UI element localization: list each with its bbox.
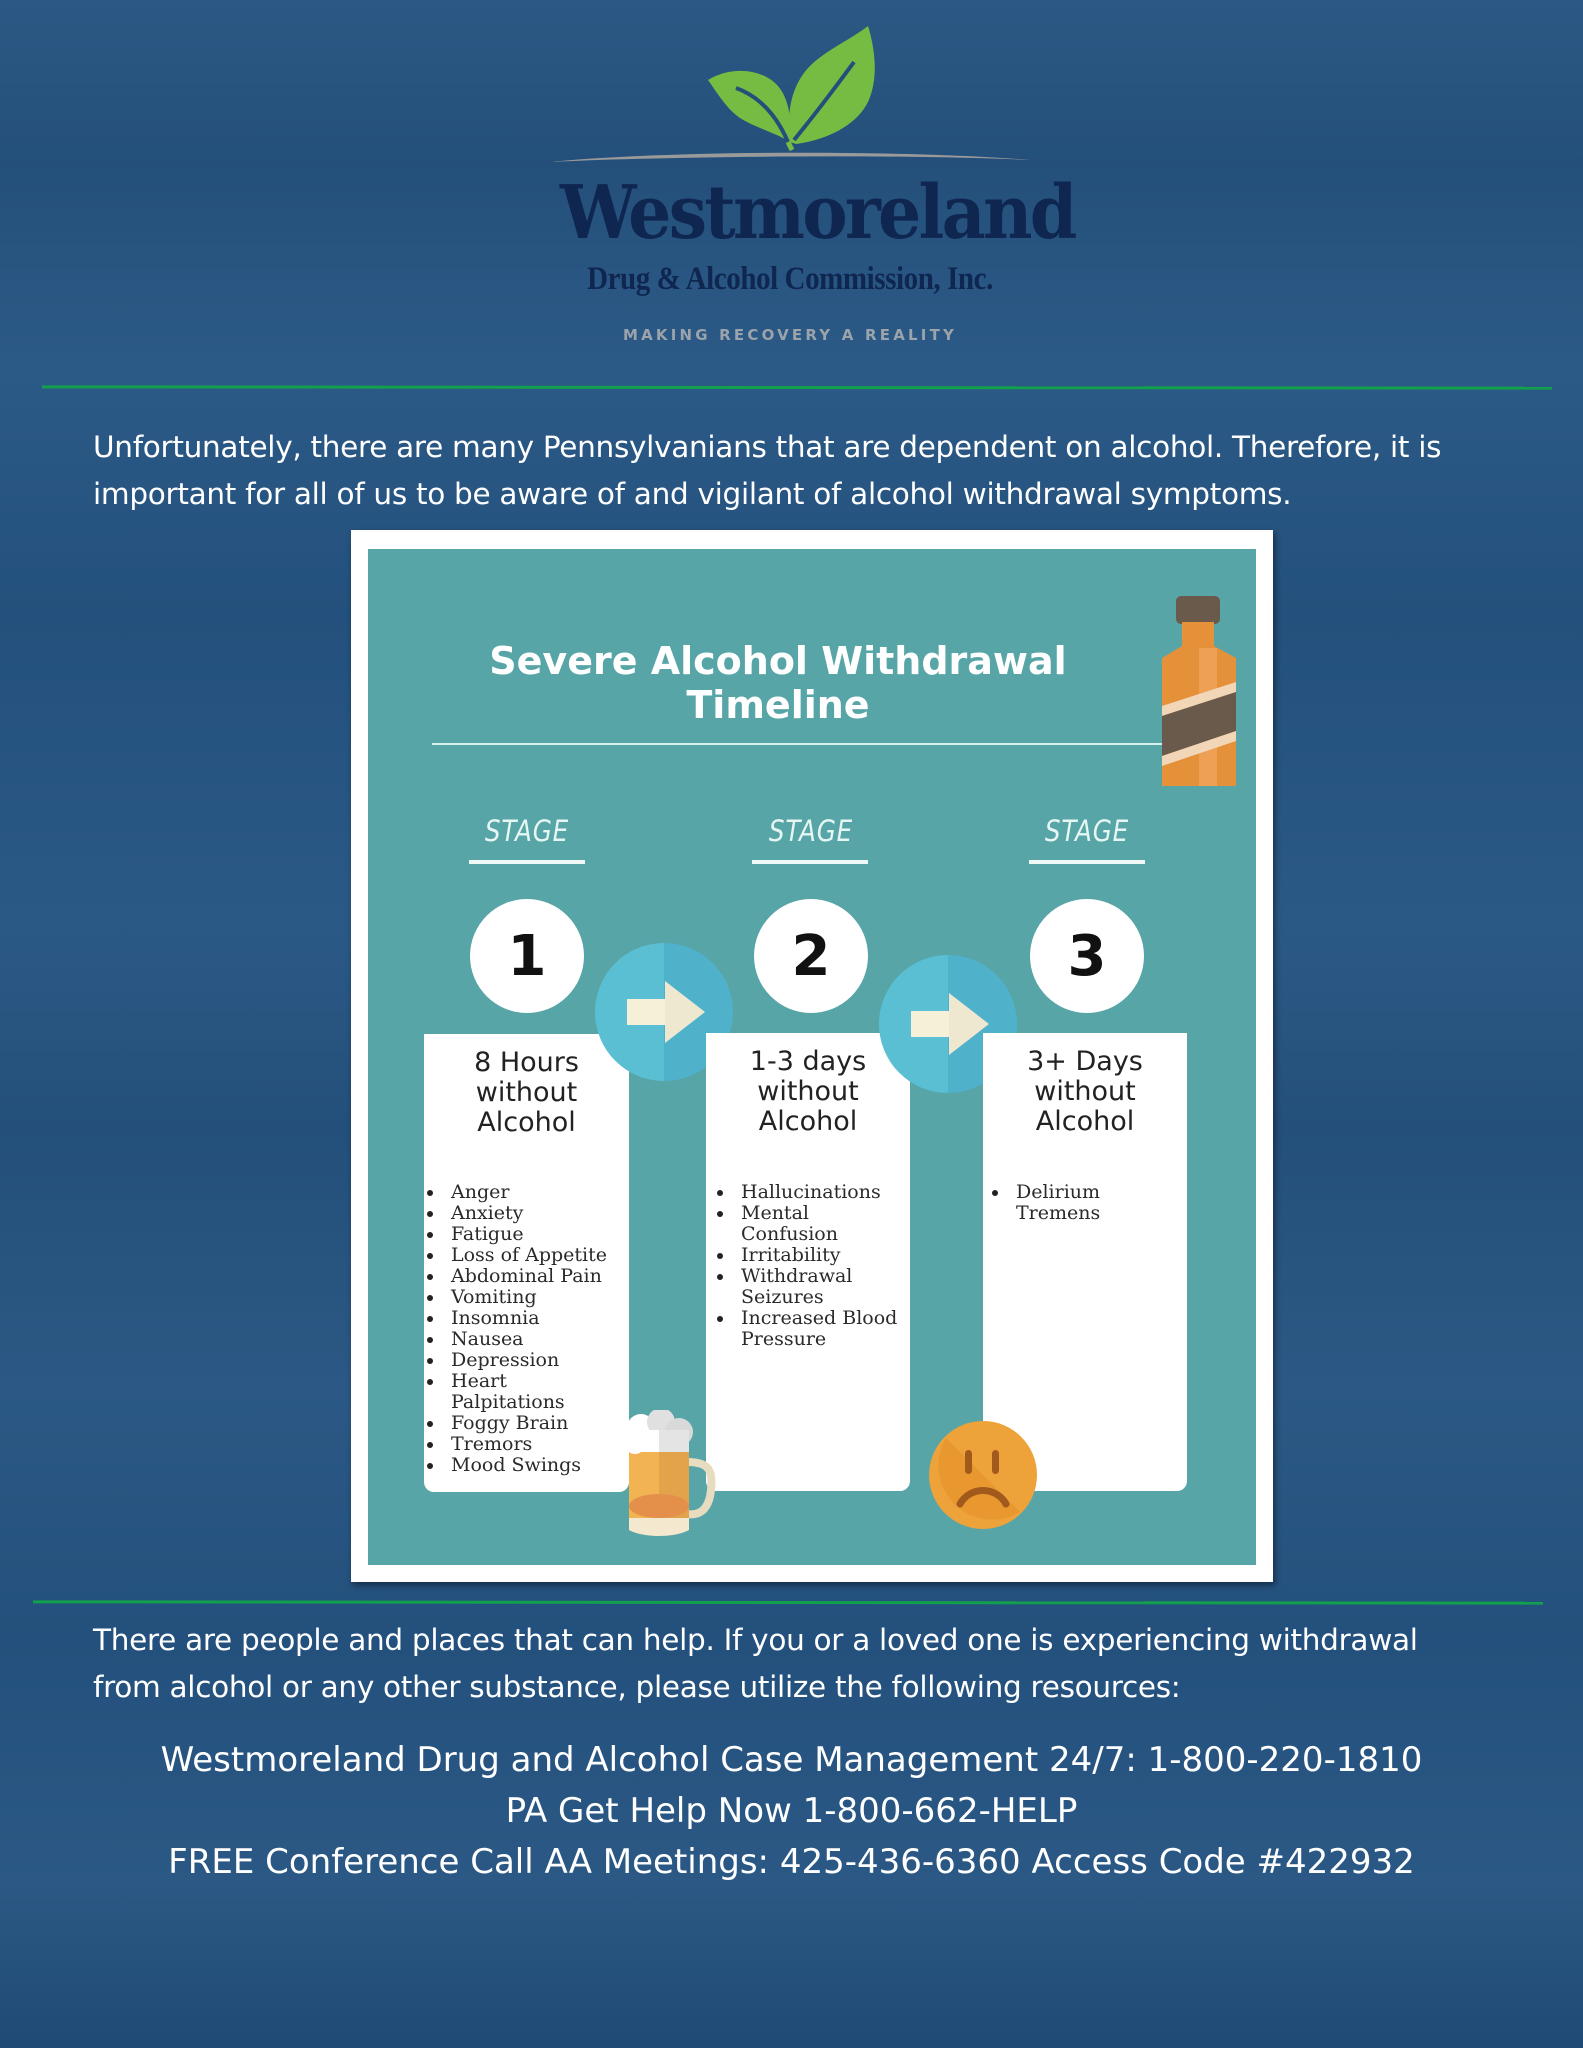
stage-3-number: 3 [1030,899,1144,1013]
sad-face-icon [928,1420,1038,1530]
stage-2-symptom-list [714,1182,904,1350]
help-paragraph [93,1617,1533,1711]
symptom: Irritability [714,1245,904,1266]
symptom: Hallucinations [714,1182,904,1203]
beer-mug-icon [625,1410,717,1538]
infographic-title: Severe Alcohol Withdrawal Timeline [489,639,1067,727]
stage-3-heading: 3+ Days without Alcohol [1027,1046,1143,1137]
stage-1-heading: 8 Hours without Alcohol [474,1047,579,1138]
stage-2-heading: 1-3 days without Alcohol [749,1046,867,1137]
logo-swoosh [550,146,1030,166]
symptom: Mood Swings [424,1455,629,1476]
symptom: Depression [424,1350,629,1371]
intro-paragraph [93,424,1533,518]
infographic-background [368,549,1256,1565]
stage-2-number: 2 [754,899,868,1013]
logo-title: Westmoreland [560,170,1075,256]
stage-2-label: STAGE [768,814,854,848]
stage-1-number: 1 [470,899,584,1013]
intro-line-1: Unfortunately, there are many Pennsylvanians that are dependent on alcohol. Therefore, it is [93,430,1442,464]
resources-list [0,1735,1583,1888]
resource-case-management: Westmoreland Drug and Alcohol Case Management 24/7: 1-800-220-1810 [160,1740,1423,1780]
stage-1-label: STAGE [484,814,570,848]
withdrawal-timeline-infographic [351,530,1273,1582]
symptom: Withdrawal Seizures [714,1266,851,1308]
symptom: Heart Palpitations [424,1371,571,1413]
help-line-2: from alcohol or any other substance, please utilize the following resources: [93,1670,1181,1704]
symptom: Increased Blood Pressure [714,1308,904,1350]
symptom: Anger [424,1182,629,1203]
symptom: Foggy Brain [424,1413,629,1434]
stage-3-underline [1029,860,1145,864]
symptom: Insomnia [424,1308,629,1329]
stage-2-underline [752,860,868,864]
symptom: Vomiting [424,1287,629,1308]
logo-subtitle: Drug & Alcohol Commission, Inc. [587,261,993,297]
liquor-bottle-icon [1154,596,1244,791]
divider-bottom [33,1600,1543,1604]
title-divider [432,743,1172,745]
stage-3-symptom-list [989,1182,1139,1224]
stage-1-underline [469,860,585,864]
resource-pa-get-help-now: PA Get Help Now 1-800-662-HELP [505,1791,1078,1831]
symptom: Anxiety [424,1203,629,1224]
stage-3-label: STAGE [1044,814,1130,848]
logo-leaves-icon [700,22,880,152]
symptom: Abdominal Pain [424,1266,629,1287]
divider-top [42,385,1552,389]
intro-line-2: important for all of us to be aware of and vigilant of alcohol withdrawal symptoms. [93,477,1292,511]
stage-1-card [424,1034,629,1492]
stage-1-symptom-list [424,1182,629,1476]
symptom: Loss of Appetite [424,1245,629,1266]
symptom: Nausea [424,1329,629,1350]
help-line-1: There are people and places that can help. If you or a loved one is experiencing withdrawal [93,1623,1418,1657]
symptom: Delirium Tremens [989,1182,1106,1224]
resource-aa-conference-call: FREE Conference Call AA Meetings: 425-436-6360 Access Code #422932 [168,1842,1415,1882]
symptom: Fatigue [424,1224,629,1245]
stage-2-card [706,1033,910,1491]
symptom: Mental Confusion [714,1203,841,1245]
logo-tagline: MAKING RECOVERY A REALITY [622,326,958,344]
symptom: Tremors [424,1434,629,1455]
